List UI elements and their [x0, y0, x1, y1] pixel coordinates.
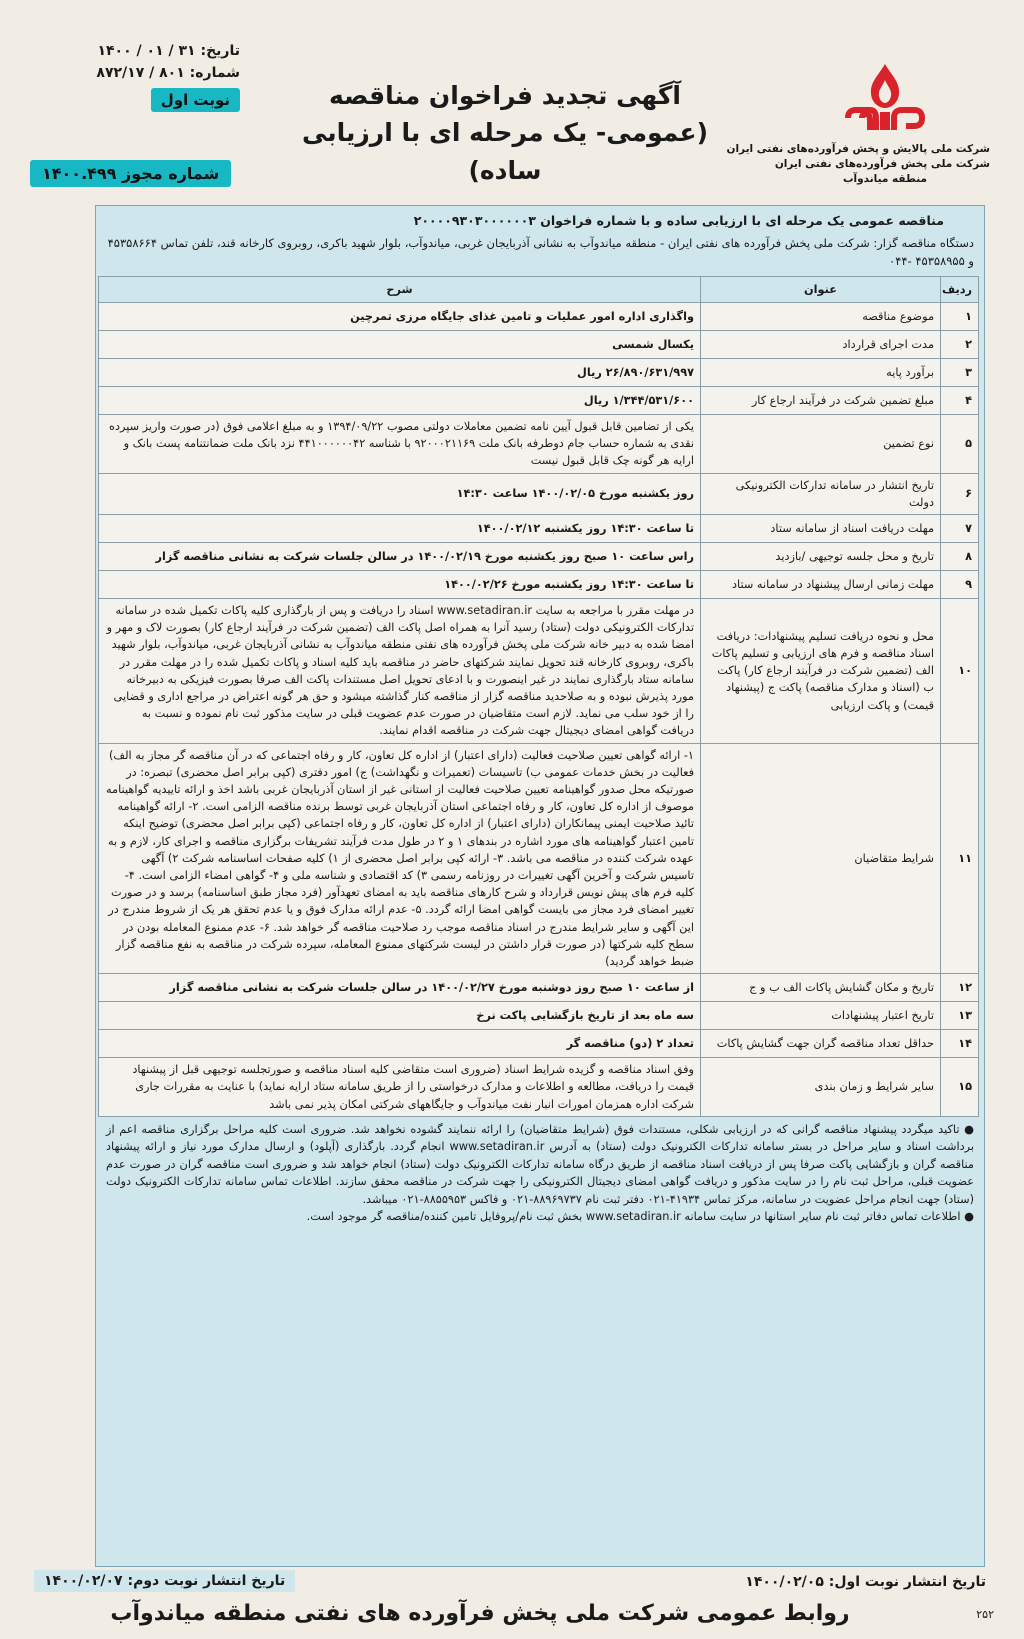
- row-desc: تا ساعت ۱۴:۳۰ روز یکشنبه ۱۴۰۰/۰۲/۱۲: [99, 515, 701, 543]
- row-desc: در مهلت مقرر با مراجعه به سایت www.setadiran.ir اسناد را دریافت و پس از بارگذاری کلیه پاکات تکمیل شده در سامانه تدارکات الکترونیکی دولت (ستاد) رسید آنرا به همراه اصل پاکت الف (تضمین شرکت در فرآیند ارجاع کار) بصورت لاک و مهر و امضا شده به دبیر خانه شرکت ملی پخش فرآورده های نفتی منطقه میاندوآب به نشانی آذربایجان غربی، میاندوآب، بلوار شهید باکری، روبروی کارخانه قند تحویل نمایند شرکتهای حاضر در مناقصه باید کلیه اسناد و پاکات تکمیل شده را در مهلت مقرر در سامانه ستاد بارگذاری نمایند در غیر اینصورت و با ادعای تحویل اصل مستندات پاکت الف صرفا بصورت فیزیکی به دبیرخانه مورد پذیرش نبوده و به صلاحدید مناقصه گزار از مناقصه کنار گذاشته میشود و حق هر گونه اعتراض در مراجع اداری و قضایی را از خود سلب می نماید. لازم است متقاضیان در صورت عدم عضویت قبلی در سایت مذکور ثبت نام نموده و نسبت به دریافت گواهی امضای دیجیتال جهت شرکت در مناقصه اقدام نمایند.: [99, 599, 701, 744]
- row-title: موضوع مناقصه: [701, 303, 941, 331]
- row-desc: تعداد ۲ (دو) مناقصه گر: [99, 1030, 701, 1058]
- row-desc: ۲۶/۸۹۰/۶۳۱/۹۹۷ ریال: [99, 359, 701, 387]
- table-row: [99, 599, 979, 744]
- notice-header: [30, 40, 990, 200]
- row-num: ۱: [941, 303, 979, 331]
- meta-block: [30, 40, 240, 112]
- row-desc: واگذاری اداره امور عملیات و تامین غذای جایگاه مرزی تمرچین: [99, 303, 701, 331]
- public-relations-banner: روابط عمومی شرکت ملی پخش فرآورده های نفتی منطقه میاندوآب: [110, 1601, 850, 1626]
- tender-organizer-text: دستگاه مناقصه گزار: شرکت ملی پخش فرآورده های نفتی ایران - منطقه میاندوآب به نشانی آذربایجان غربی، میاندوآب، بلوار شهید باکری، روبروی کارخانه قند، تلفن تماس ۴۵۳۵۸۶۶۴ و ۴۵۳۵۸۹۵۵ -۰۴۴: [107, 236, 974, 268]
- row-num: ۱۵: [941, 1058, 979, 1117]
- round-badge: نوبت اول: [151, 88, 240, 112]
- header-desc: شرح: [99, 277, 701, 303]
- table-row: [99, 543, 979, 571]
- row-desc: تا ساعت ۱۴:۳۰ روز یکشنبه مورخ ۱۴۰۰/۰۲/۲۶: [99, 571, 701, 599]
- row-desc: از ساعت ۱۰ صبح روز دوشنبه مورخ ۱۴۰۰/۰۲/۲۷ در سالن جلسات شرکت به نشانی مناقصه گزار: [99, 974, 701, 1002]
- notes-section: [96, 1117, 984, 1226]
- header-num: ردیف: [941, 277, 979, 303]
- tender-call-title: مناقصه عمومی یک مرحله ای با ارزیابی ساده و با شماره فراخوان ۲۰۰۰۰۹۳۰۳۰۰۰۰۰۰۳: [413, 213, 944, 228]
- table-row: [99, 974, 979, 1002]
- row-desc: یکسال شمسی: [99, 331, 701, 359]
- company-flame-logo-icon: [840, 60, 930, 138]
- row-title: مهلت دریافت اسناد از سامانه ستاد: [701, 515, 941, 543]
- row-desc: یکی از تضامین قابل قبول آیین نامه تضمین معاملات دولتی مصوب ۱۳۹۴/۰۹/۲۲ و به مبلغ اعلامی فوق (در صورت واریز سپرده نقدی به شماره حساب جام دوطرفه بانک ملت ۹۲۰۰۰۲۱۱۶۹ با شناسه ۴۴۱۰۰۰۰۰۰۴۲ نزد بانک ملت ضمانتنامه پست بانک و ارایه هر گونه چک قابل قبول نیست: [99, 415, 701, 474]
- row-desc: روز یکشنبه مورخ ۱۴۰۰/۰۲/۰۵ ساعت ۱۴:۳۰: [99, 473, 701, 514]
- table-row: [99, 1002, 979, 1030]
- company-name-line-1: شرکت ملی پالایش و پخش فرآورده‌های نفتی ایران: [726, 143, 990, 155]
- row-desc: وفق اسناد مناقصه و گزیده شرایط اسناد (ضروری است متقاضی کلیه اسناد مناقصه و صورتجلسه توجیهی قبل از پیشنهاد قیمت را دریافت، مطالعه و اطلاعات و مدارک درخواستی را از طریق سامانه ستاد ارایه نماید) با عنایت به مقررات جاری شرکت اداره همزمان امورات انبار نفت میاندوآب و جایگاههای شرکتی امکان پذیر نمی باشد: [99, 1058, 701, 1117]
- table-row: [99, 415, 979, 474]
- tender-details-box: [95, 205, 985, 1567]
- table-row: [99, 359, 979, 387]
- table-row: [99, 571, 979, 599]
- row-title: مبلغ تضمین شرکت در فرآیند ارجاع کار: [701, 387, 941, 415]
- note-paragraph: ● اطلاعات تماس دفاتر ثبت نام سایر استانها در سایت سامانه www.setadiran.ir بخش ثبت نام/پروفایل تامین کننده/مناقصه گر موجود است.: [306, 1210, 974, 1224]
- tender-table: [98, 276, 979, 1117]
- row-title: نوع تضمین: [701, 415, 941, 474]
- row-num: ۷: [941, 515, 979, 543]
- row-title: تاریخ و محل جلسه توجیهی /بازدید: [701, 543, 941, 571]
- first-publication-date: تاریخ انتشار نوبت اول: ۱۴۰۰/۰۲/۰۵: [745, 1574, 986, 1590]
- row-desc: ۱- ارائه گواهی تعیین صلاحیت فعالیت (دارای اعتبار) از اداره کل تعاون، کار و رفاه اجتماعی که در آن مناقصه گر مجاز به الف) فعالیت در بخش خدمات عمومی ب) تاسیسات (تعمیرات و نگهداشت) ج) امور دفتری (کپی برابر اصل محضری) تبصره: در صورتیکه محل صدور گواهینامه تعیین صلاحیت فعالیت از استانی غیر از استان آذربایجان غربی باشد اخذ و ارائه تاییدیه گواهینامه موصوف از اداره کل تعاون، کار و رفاه اجتماعی استان آذربایجان غربی توسط برنده مناقصه الزامی است. ۲- ارائه گواهینامه تائید صلاحیت ایمنی پیمانکاران (دارای اعتبار) از اداره کل تعاون، کار و رفاه اجتماعی (کپی برابر اصل محضری) توضیح اینکه تامین اعتبار گواهینامه های مورد اشاره در بندهای ۱ و ۲ در طول مدت فرآیند تشریفات برگزاری مناقصه و اجرای کار، لازم و به عهده شرکت کننده در مناقصه می باشد. ۳- ارائه کپی برابر اصل محضری از ۱) کلیه صفحات اساسنامه شرکت ۲) آگهی تاسیس شرکت و آخرین آگهی تغییرات در روزنامه رسمی ۳) کد اقتصادی و شناسه ملی و ۴- گواهی امضاء الزامی است. ۴- کلیه فرم های پیش نویس قرارداد و شرح کارهای مناقصه باید به امضای تعهدآور (فرد مجاز طبق اساسنامه) برسد و در صورت تغییر امضای فرد مجاز می بایست گواهی امضا ارائه گردد. ۵- عدم ارائه مدارک فوق و یا عدم تحقق هر یک از شروط مندرج در این آگهی و سایر شرایط مندرج در اسناد مناقصه موجب رد صلاحیت مناقصه گر خواهد شد. ۶- عدم ممنوع المعامله بودن در سطح کلیه شرکتها (در صورت قرار داشتن در لیست شرکتهای ممنوع المعامله، سپرده شرکت در مناقصه به نفع مناقصه گزار ضبط خواهد گردید): [99, 743, 701, 974]
- table-header-row: [99, 277, 979, 303]
- row-num: ۸: [941, 543, 979, 571]
- page-number: ۲۵۲: [976, 1608, 994, 1621]
- row-desc: راس ساعت ۱۰ صبح روز یکشنبه مورخ ۱۴۰۰/۰۲/۱۹ در سالن جلسات شرکت به نشانی مناقصه گزار: [99, 543, 701, 571]
- page-subtitle: (عمومی- یک مرحله ای با ارزیابی ساده): [301, 118, 709, 185]
- row-num: ۳: [941, 359, 979, 387]
- row-num: ۱۱: [941, 743, 979, 974]
- table-row: [99, 303, 979, 331]
- row-num: ۱۴: [941, 1030, 979, 1058]
- header-title: عنوان: [701, 277, 941, 303]
- row-num: ۱۳: [941, 1002, 979, 1030]
- row-title: سایر شرایط و زمان بندی: [701, 1058, 941, 1117]
- row-num: ۵: [941, 415, 979, 474]
- permit-badge: شماره مجوز ۱۴۰۰.۴۹۹: [30, 160, 231, 187]
- row-title: حداقل تعداد مناقصه گران جهت گشایش پاکات: [701, 1030, 941, 1058]
- row-title: مهلت زمانی ارسال پیشنهاد در سامانه ستاد: [701, 571, 941, 599]
- second-publication-date: تاریخ انتشار نوبت دوم: ۱۴۰۰/۰۲/۰۷: [34, 1570, 295, 1592]
- table-row: [99, 331, 979, 359]
- row-num: ۶: [941, 473, 979, 514]
- row-title: مدت اجرای قرارداد: [701, 331, 941, 359]
- company-name-line-2: شرکت ملی پخش فرآورده‌های نفتی ایران: [774, 158, 990, 170]
- row-title: محل و نحوه دریافت تسلیم پیشنهادات: دریافت اسناد مناقصه و فرم های ارزیابی و تسلیم پاکات الف (تضمین شرکت در فرآیند ارجاع کار) پاکت ب (اسناد و مدارک مناقصه) پاکت ج (پیشنهاد قیمت) و پاکت ارزیابی: [701, 599, 941, 744]
- table-row: [99, 743, 979, 974]
- row-num: ۴: [941, 387, 979, 415]
- company-logo-block: [726, 60, 990, 187]
- table-row: [99, 473, 979, 514]
- row-num: ۱۰: [941, 599, 979, 744]
- title-block: [270, 78, 740, 190]
- row-title: برآورد پایه: [701, 359, 941, 387]
- note-paragraph: ● تاکید میگردد پیشنهاد مناقصه گرانی که در ارزیابی شکلی، مستندات فوق (شرایط متقاضیان) را ارائه ننمایند گشوده نخواهد شد. ضروری است کلیه مراحل برگزاری مناقصه اعم از برداشت اسناد و سایر مراحل در بستر سامانه تدارکات الکترونیک دولت (ستاد) به آدرس www.setadiran.ir انجام گردد. بارگذاری (آپلود) و ارسال مدارک مورد نیاز و ارائه پیشنهاد مناقصه گران و بازگشایی پاکت صرفا پس از دریافت اسناد مناقصه از طریق درگاه سامانه تدارکات الکترونیک دولت (ستاد) انجام خواهد شد و ضروری است مناقصه گران در صورت عدم عضویت قبلی، مراحل ثبت نام را در سایت مذکور و دریافت گواهی امضای دیجیتال الکترونیکی را جهت شرکت در مناقصه محقق سازند. اطلاعات تماس سامانه تدارکات الکترونیک دولت (ستاد) جهت انجام مراحل عضویت در سامانه، مرکز تماس ۴۱۹۳۴-۰۲۱ دفتر ثبت نام ۸۸۹۶۹۷۳۷-۰۲۱ و فاکس ۸۸۵۵۹۵۳-۰۲۱ میباشد.: [106, 1122, 974, 1206]
- table-row: [99, 515, 979, 543]
- company-region-line: منطقه میاندوآب: [842, 173, 927, 185]
- row-title: تاریخ و مکان گشایش پاکات الف ب و ج: [701, 974, 941, 1002]
- number-line: شماره: ۸۰۱ / ۸۷۲/۱۷: [96, 65, 240, 81]
- row-desc: ۱/۳۴۴/۵۳۱/۶۰۰ ریال: [99, 387, 701, 415]
- page-title: آگهی تجدید فراخوان مناقصه: [328, 81, 681, 110]
- row-num: ۲: [941, 331, 979, 359]
- row-num: ۹: [941, 571, 979, 599]
- row-title: تاریخ اعتبار پیشنهادات: [701, 1002, 941, 1030]
- table-row: [99, 387, 979, 415]
- date-line: تاریخ: ۳۱ / ۰۱ / ۱۴۰۰: [97, 43, 240, 59]
- row-desc: سه ماه بعد از تاریخ بازگشایی پاکت نرخ: [99, 1002, 701, 1030]
- table-row: [99, 1058, 979, 1117]
- row-title: تاریخ انتشار در سامانه تدارکات الکترونیکی دولت: [701, 473, 941, 514]
- row-num: ۱۲: [941, 974, 979, 1002]
- table-row: [99, 1030, 979, 1058]
- row-title: شرایط متقاضیان: [701, 743, 941, 974]
